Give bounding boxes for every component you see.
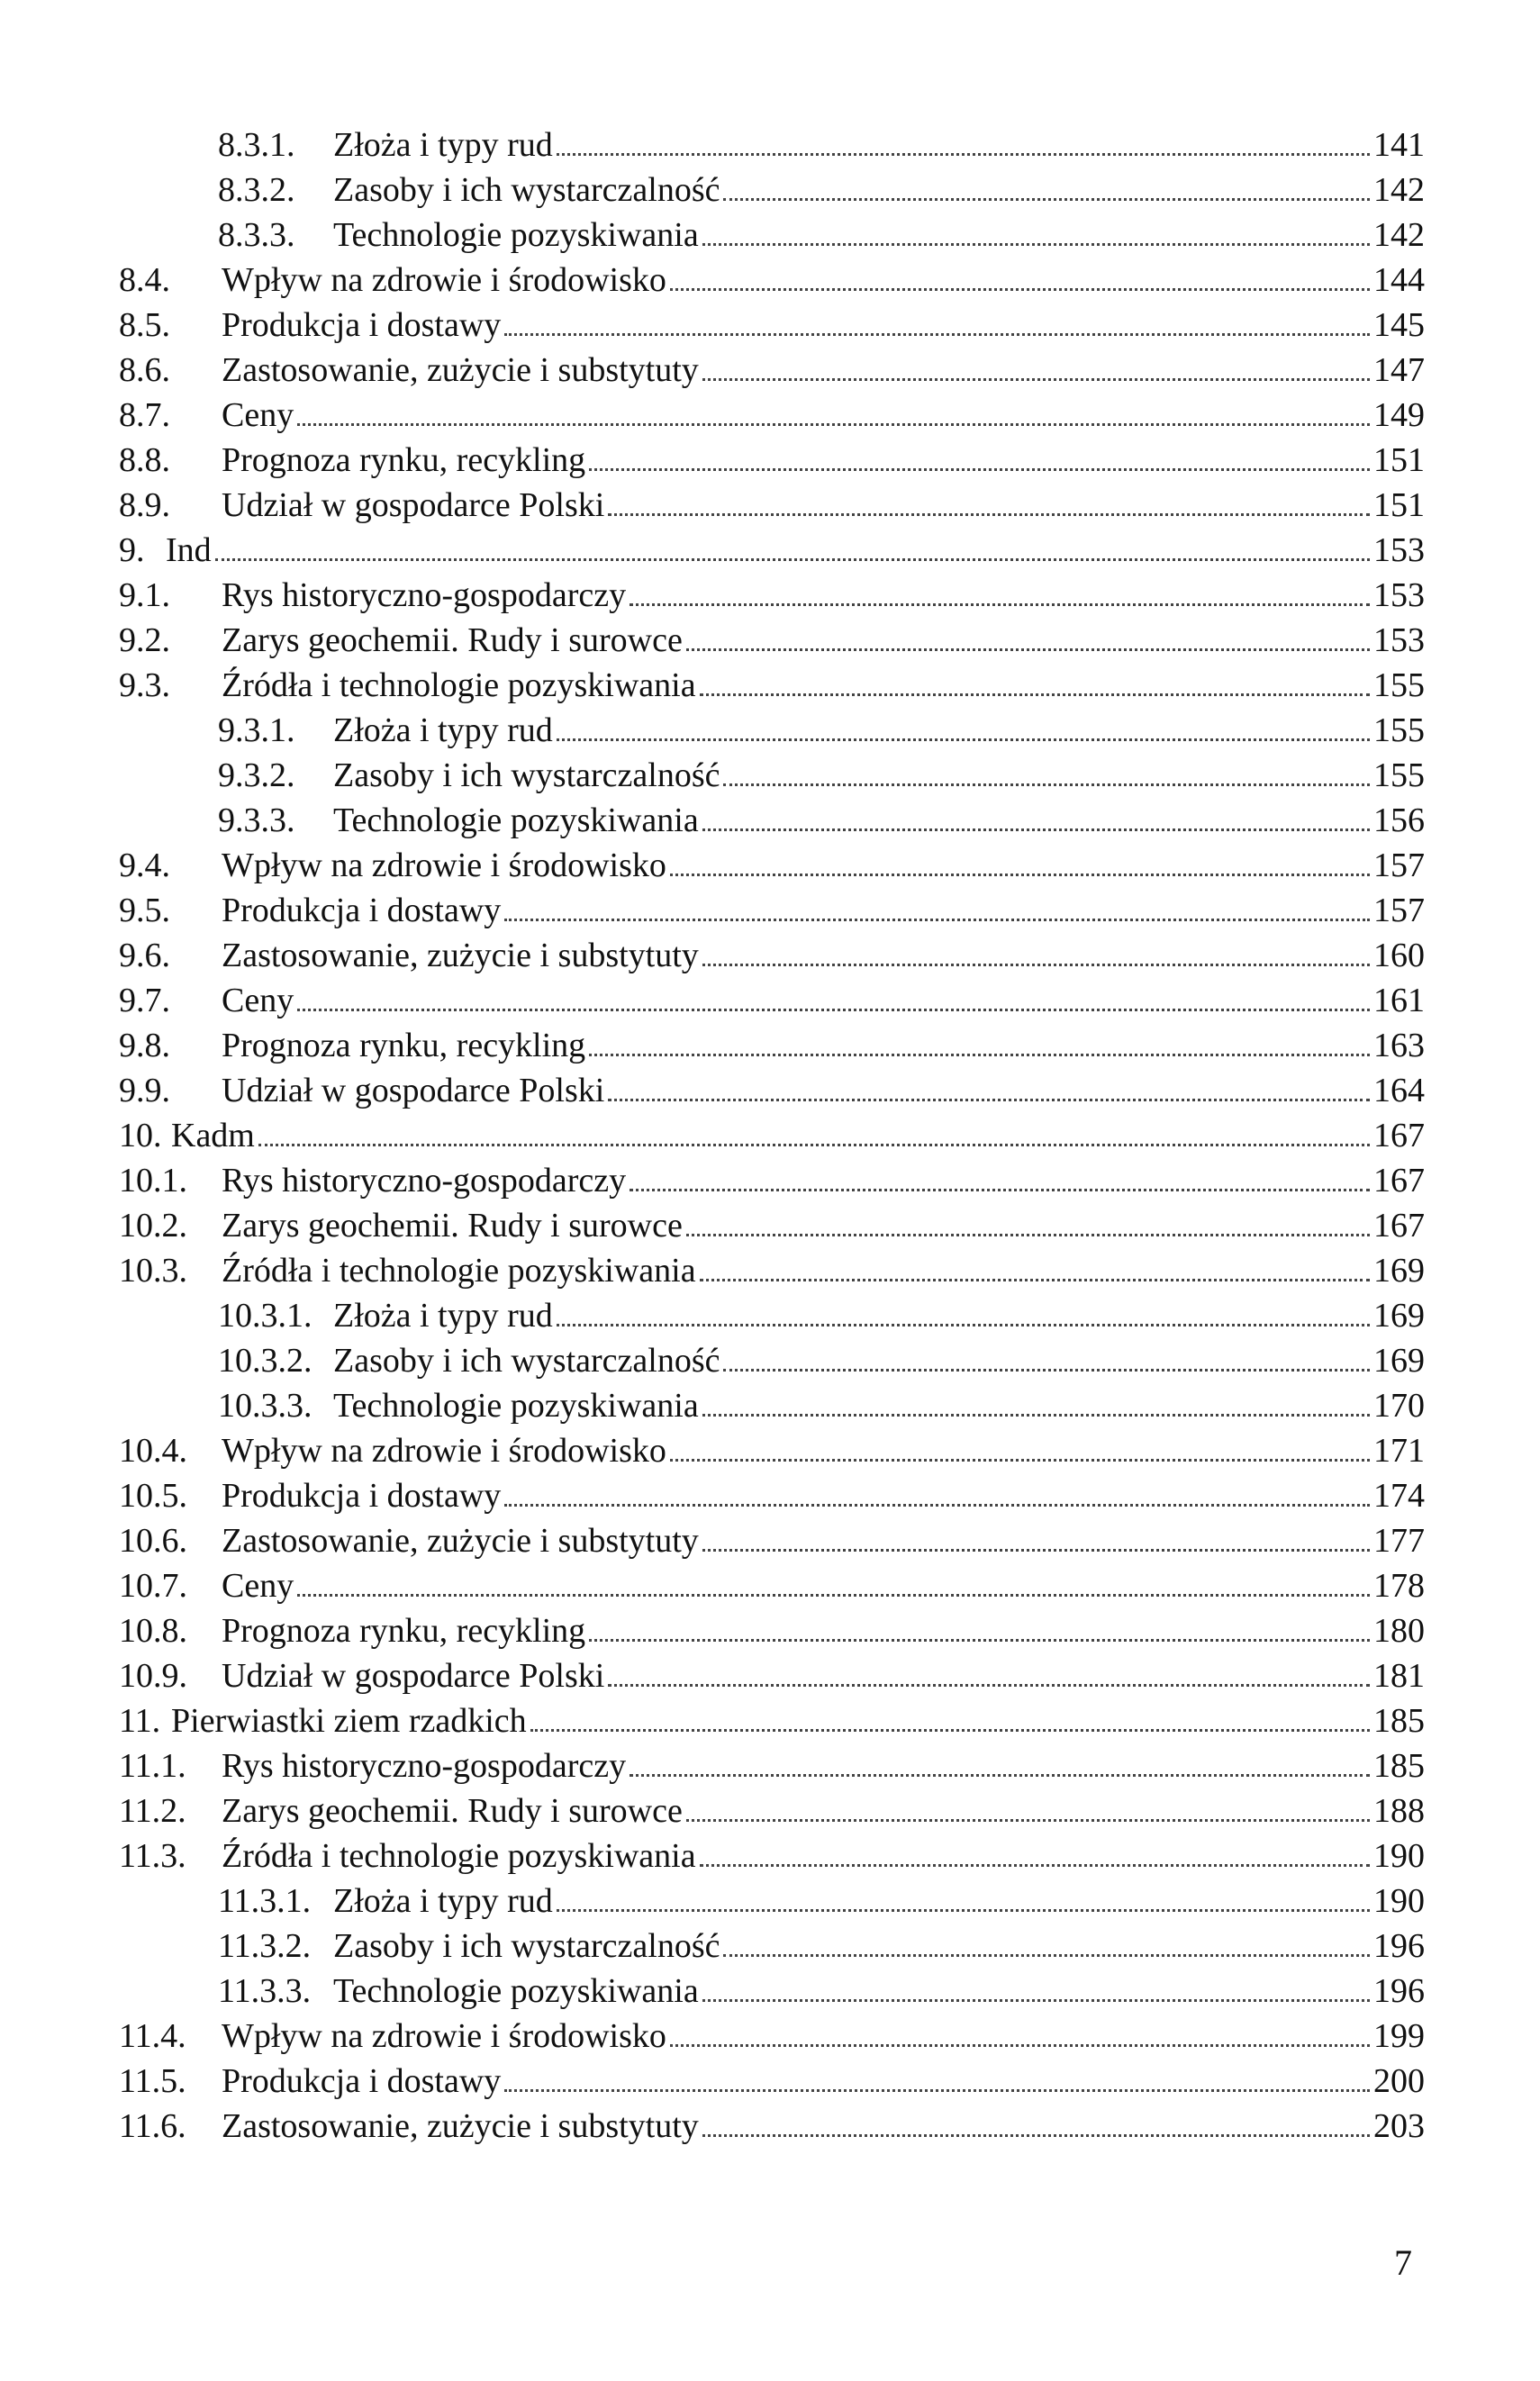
toc-entry (119, 2104, 1425, 2149)
toc-entry-title: Zasoby i ich wystarczalność (333, 1342, 720, 1380)
toc-entry-page: 153 (1373, 576, 1425, 614)
toc-entry-title: Zarys geochemii. Rudy i surowce (222, 621, 683, 659)
toc-entry-title: Produkcja i dostawy (222, 306, 502, 344)
toc-entry (119, 573, 1425, 618)
dot-leader (215, 528, 1370, 573)
toc-entry (119, 303, 1425, 348)
dot-leader (589, 1023, 1370, 1068)
toc-entry-page: 156 (1373, 801, 1425, 839)
dot-leader (630, 573, 1370, 618)
toc-entry-title: Technologie pozyskiwania (333, 801, 699, 839)
toc-entry-title: Prognoza rynku, recykling (222, 441, 586, 479)
toc-entry-page: 142 (1373, 171, 1425, 209)
dot-leader (702, 1383, 1370, 1428)
dot-leader (700, 1833, 1370, 1879)
toc-entry-page: 153 (1373, 621, 1425, 659)
toc-entry-page: 188 (1373, 1792, 1425, 1830)
dot-leader (670, 2014, 1370, 2059)
dot-leader (589, 438, 1370, 483)
toc-entry (218, 1293, 1425, 1338)
toc-entry (218, 753, 1425, 798)
toc-entry (119, 348, 1425, 393)
toc-entry-title: Produkcja i dostawy (222, 892, 502, 929)
dot-leader (686, 618, 1370, 663)
dot-leader (530, 1698, 1370, 1743)
toc-entry-page: 167 (1373, 1117, 1425, 1154)
toc-entry-number: 11.5. (119, 2062, 186, 2100)
toc-entry-page: 141 (1373, 126, 1425, 164)
toc-entry (119, 1158, 1425, 1203)
toc-entry-number: 9.8. (119, 1027, 170, 1064)
toc-entry-title: Ceny (222, 396, 294, 434)
toc-entry-title: Zastosowanie, zużycie i substytuty (222, 1522, 699, 1560)
toc-entry-number: 10.3.1. (218, 1297, 313, 1335)
toc-entry (218, 1383, 1425, 1428)
toc-entry-page: 196 (1373, 1927, 1425, 1965)
toc-entry-number: 9.1. (119, 576, 170, 614)
toc-entry-title: Zastosowanie, zużycie i substytuty (222, 2107, 699, 2145)
toc-entry (119, 933, 1425, 978)
toc-entry-number: 10.3. (119, 1252, 187, 1290)
toc-entry (119, 1653, 1425, 1698)
toc-entry (119, 1608, 1425, 1653)
toc-entry-page: 181 (1373, 1657, 1425, 1695)
dot-leader (297, 978, 1370, 1023)
toc-entry (119, 1698, 1425, 1743)
toc-entry (218, 213, 1425, 258)
toc-entry-page: 177 (1373, 1522, 1425, 1560)
dot-leader (670, 258, 1370, 303)
toc-entry-page: 149 (1373, 396, 1425, 434)
toc-entry-title: Źródła i technologie pozyskiwania (222, 1252, 696, 1290)
toc-entry-number: 11.2. (119, 1792, 186, 1830)
toc-entry-page: 178 (1373, 1567, 1425, 1605)
toc-entry-title: Udział w gospodarce Polski (222, 1072, 605, 1109)
toc-entry-number: 11.3.3. (218, 1972, 312, 2010)
toc-entry-page: 169 (1373, 1342, 1425, 1380)
toc-entry-number: 9.3.3. (218, 801, 295, 839)
dot-leader (630, 1743, 1370, 1788)
toc-entry-number: 9.9. (119, 1072, 170, 1109)
toc-entry (218, 1338, 1425, 1383)
toc-entry-title: Źródła i technologie pozyskiwania (222, 666, 696, 704)
toc-entry (119, 393, 1425, 438)
toc-entry-title: Złoża i typy rud (333, 1882, 553, 1920)
toc-entry-title: Produkcja i dostawy (222, 2062, 502, 2100)
toc-entry-number: 10.2. (119, 1207, 187, 1245)
toc-entry (119, 1113, 1425, 1158)
toc-entry-number: 11.3.1. (218, 1882, 312, 1920)
toc-entry (119, 258, 1425, 303)
toc-entry-title: Udział w gospodarce Polski (222, 486, 605, 524)
toc-entry-title: Kadm (171, 1117, 255, 1154)
toc-entry-number: 9.4. (119, 846, 170, 884)
toc-entry-title: Zarys geochemii. Rudy i surowce (222, 1792, 683, 1830)
dot-leader (630, 1158, 1370, 1203)
dot-leader (702, 348, 1370, 393)
toc-entry-number: 8.3.2. (218, 171, 295, 209)
dot-leader (702, 933, 1370, 978)
toc-entry-number: 9.3.2. (218, 756, 295, 794)
dot-leader (608, 483, 1370, 528)
toc-entry-title: Technologie pozyskiwania (333, 1387, 699, 1425)
toc-entry-page: 190 (1373, 1882, 1425, 1920)
toc-entry (119, 843, 1425, 888)
toc-entry-title: Rys historyczno-gospodarczy (222, 576, 627, 614)
toc-entry-title: Zarys geochemii. Rudy i surowce (222, 1207, 683, 1245)
toc-entry-page: 185 (1373, 1747, 1425, 1785)
toc-entry-number: 9.3.1. (218, 711, 295, 749)
toc-entry-title: Wpływ na zdrowie i środowisko (222, 846, 666, 884)
toc-entry-number: 10.8. (119, 1612, 187, 1650)
dot-leader (557, 1879, 1370, 1924)
toc-entry-page: 200 (1373, 2062, 1425, 2100)
toc-entry-title: Prognoza rynku, recykling (222, 1027, 586, 1064)
toc-entry (218, 798, 1425, 843)
dot-leader (686, 1788, 1370, 1833)
toc-entry-page: 160 (1373, 937, 1425, 974)
toc-entry-title: Zasoby i ich wystarczalność (333, 1927, 720, 1965)
dot-leader (686, 1203, 1370, 1248)
toc-entry-page: 169 (1373, 1297, 1425, 1335)
toc-entry (119, 2059, 1425, 2104)
toc-entry (119, 438, 1425, 483)
toc-entry-number: 10.7. (119, 1567, 187, 1605)
dot-leader (670, 843, 1370, 888)
toc-entry-title: Ind (166, 531, 212, 569)
dot-leader (702, 1518, 1370, 1563)
toc-entry-number: 11.3. (119, 1837, 186, 1875)
toc-entry-page: 167 (1373, 1207, 1425, 1245)
toc-entry-number: 8.3.3. (218, 216, 295, 254)
toc-entry (119, 1023, 1425, 1068)
toc-entry-number: 9.6. (119, 937, 170, 974)
dot-leader (702, 1969, 1370, 2014)
toc-entry-number: 10.5. (119, 1477, 187, 1515)
toc-entry-number: 11.1. (119, 1747, 186, 1785)
dot-leader (258, 1113, 1370, 1158)
toc-entry (119, 1788, 1425, 1833)
dot-leader (700, 663, 1370, 708)
toc-entry-title: Pierwiastki ziem rzadkich (171, 1702, 527, 1740)
toc-entry-number: 10.9. (119, 1657, 187, 1695)
toc-entry-title: Rys historyczno-gospodarczy (222, 1162, 627, 1200)
toc-entry-page: 203 (1373, 2107, 1425, 2145)
dot-leader (723, 753, 1370, 798)
toc-entry-number: 9.7. (119, 982, 170, 1019)
toc-entry-title: Technologie pozyskiwania (333, 216, 699, 254)
dot-leader (504, 1473, 1370, 1518)
toc-entry-title: Wpływ na zdrowie i środowisko (222, 1432, 666, 1470)
dot-leader (557, 122, 1370, 167)
dot-leader (670, 1428, 1370, 1473)
toc-entry-number: 9. (119, 531, 145, 569)
toc-entry-number: 8.9. (119, 486, 170, 524)
toc-entry (119, 1743, 1425, 1788)
toc-entry-title: Prognoza rynku, recykling (222, 1612, 586, 1650)
toc-entry-page: 147 (1373, 351, 1425, 389)
toc-entry-number: 10.1. (119, 1162, 187, 1200)
toc-entry (119, 888, 1425, 933)
toc-entry-page: 190 (1373, 1837, 1425, 1875)
toc-entry-number: 10. (119, 1117, 162, 1154)
toc-entry-title: Udział w gospodarce Polski (222, 1657, 605, 1695)
dot-leader (702, 2104, 1370, 2149)
toc-entry (119, 483, 1425, 528)
toc-entry-title: Produkcja i dostawy (222, 1477, 502, 1515)
toc-entry-number: 11.6. (119, 2107, 186, 2145)
toc-entry-page: 157 (1373, 846, 1425, 884)
toc-entry-title: Zasoby i ich wystarczalność (333, 756, 720, 794)
toc-entry-number: 9.5. (119, 892, 170, 929)
toc-entry (119, 1248, 1425, 1293)
toc-entry-page: 144 (1373, 261, 1425, 299)
dot-leader (504, 303, 1370, 348)
toc-entry-page: 170 (1373, 1387, 1425, 1425)
toc-entry-title: Złoża i typy rud (333, 126, 553, 164)
toc-entry-page: 151 (1373, 486, 1425, 524)
toc-entry (119, 1563, 1425, 1608)
dot-leader (504, 2059, 1370, 2104)
toc-entry (119, 1428, 1425, 1473)
toc-entry-page: 171 (1373, 1432, 1425, 1470)
dot-leader (297, 393, 1370, 438)
dot-leader (723, 167, 1370, 213)
toc-entry-number: 8.5. (119, 306, 170, 344)
toc-entry-title: Zasoby i ich wystarczalność (333, 171, 720, 209)
dot-leader (702, 213, 1370, 258)
toc-entry-number: 9.2. (119, 621, 170, 659)
toc-entry (119, 2014, 1425, 2059)
toc-entry-page: 163 (1373, 1027, 1425, 1064)
dot-leader (702, 798, 1370, 843)
toc-entry (218, 1879, 1425, 1924)
toc-entry-number: 8.4. (119, 261, 170, 299)
toc-entry (218, 1924, 1425, 1969)
toc-entry-title: Źródła i technologie pozyskiwania (222, 1837, 696, 1875)
toc-entry (218, 167, 1425, 213)
toc-entry-title: Złoża i typy rud (333, 711, 553, 749)
toc-entry-title: Złoża i typy rud (333, 1297, 553, 1335)
toc-entry-number: 8.6. (119, 351, 170, 389)
dot-leader (557, 1293, 1370, 1338)
toc-entry-number: 9.3. (119, 666, 170, 704)
dot-leader (504, 888, 1370, 933)
toc-entry (119, 1068, 1425, 1113)
page-number: 7 (1394, 2242, 1412, 2283)
dot-leader (700, 1248, 1370, 1293)
toc-entry-number: 11.4. (119, 2017, 186, 2055)
toc-entry-page: 155 (1373, 711, 1425, 749)
toc-entry-title: Ceny (222, 982, 294, 1019)
toc-entry-page: 155 (1373, 756, 1425, 794)
toc-entry (119, 663, 1425, 708)
toc-entry-page: 142 (1373, 216, 1425, 254)
toc-entry-number: 8.3.1. (218, 126, 295, 164)
toc-entry (218, 708, 1425, 753)
toc-entry (119, 1833, 1425, 1879)
toc-entry-page: 180 (1373, 1612, 1425, 1650)
dot-leader (297, 1563, 1370, 1608)
toc-entry-title: Rys historyczno-gospodarczy (222, 1747, 627, 1785)
toc-entry-title: Zastosowanie, zużycie i substytuty (222, 937, 699, 974)
toc-entry (119, 618, 1425, 663)
toc-entry (119, 1473, 1425, 1518)
toc-entry-title: Wpływ na zdrowie i środowisko (222, 261, 666, 299)
dot-leader (723, 1924, 1370, 1969)
toc-entry (218, 1969, 1425, 2014)
toc-entry-number: 10.3.3. (218, 1387, 313, 1425)
toc-entry-number: 10.6. (119, 1522, 187, 1560)
toc-entry-page: 153 (1373, 531, 1425, 569)
toc-entry-title: Zastosowanie, zużycie i substytuty (222, 351, 699, 389)
toc-entry-page: 196 (1373, 1972, 1425, 2010)
dot-leader (608, 1653, 1370, 1698)
toc-entry (218, 122, 1425, 167)
toc-entry-title: Ceny (222, 1567, 294, 1605)
toc-entry-page: 151 (1373, 441, 1425, 479)
dot-leader (557, 708, 1370, 753)
toc-entry-number: 8.8. (119, 441, 170, 479)
toc-entry-page: 199 (1373, 2017, 1425, 2055)
toc-entry-page: 145 (1373, 306, 1425, 344)
toc-entry-number: 11. (119, 1702, 161, 1740)
toc-entry-page: 155 (1373, 666, 1425, 704)
toc-entry (119, 978, 1425, 1023)
toc-entry (119, 528, 1425, 573)
dot-leader (589, 1608, 1370, 1653)
toc-entry-page: 169 (1373, 1252, 1425, 1290)
toc-entry (119, 1203, 1425, 1248)
toc-entry-title: Wpływ na zdrowie i środowisko (222, 2017, 666, 2055)
toc-entry-page: 185 (1373, 1702, 1425, 1740)
toc-entry-page: 161 (1373, 982, 1425, 1019)
toc-entry-page: 157 (1373, 892, 1425, 929)
dot-leader (723, 1338, 1370, 1383)
toc-entry-number: 8.7. (119, 396, 170, 434)
toc-entry-number: 11.3.2. (218, 1927, 312, 1965)
toc-entry-page: 164 (1373, 1072, 1425, 1109)
toc-entry-number: 10.4. (119, 1432, 187, 1470)
toc-entry-page: 174 (1373, 1477, 1425, 1515)
toc-entry-page: 167 (1373, 1162, 1425, 1200)
toc-entry-title: Technologie pozyskiwania (333, 1972, 699, 2010)
dot-leader (608, 1068, 1370, 1113)
toc-entry-number: 10.3.2. (218, 1342, 313, 1380)
toc-entry (119, 1518, 1425, 1563)
